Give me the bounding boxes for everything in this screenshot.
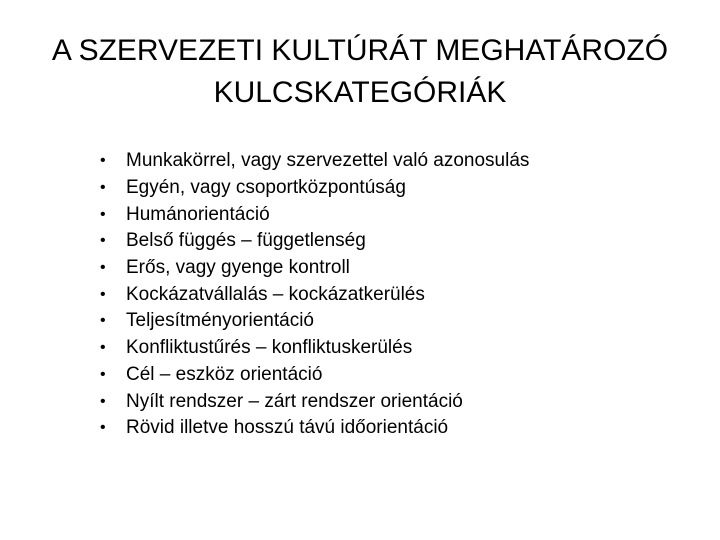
bullet-item xyxy=(100,148,680,175)
bullet-marker: • xyxy=(100,339,106,357)
bullet-text: Egyén, vagy csoportközpontúság xyxy=(126,177,406,199)
slide-title xyxy=(40,30,680,114)
bullet-item xyxy=(100,335,680,362)
bullet-text: Teljesítményorientáció xyxy=(126,310,314,332)
bullet-marker: • xyxy=(100,312,106,330)
bullet-text: Erős, vagy gyenge kontroll xyxy=(126,257,350,279)
bullet-item xyxy=(100,362,680,389)
bullet-marker: • xyxy=(100,232,106,250)
bullet-marker: • xyxy=(100,365,106,383)
bullet-marker: • xyxy=(100,205,106,223)
bullet-item xyxy=(100,308,680,335)
bullet-item xyxy=(100,201,680,228)
bullet-item xyxy=(100,388,680,415)
bullet-text: Konfliktustűrés – konfliktuskerülés xyxy=(126,337,413,359)
bullet-text: Rövid illetve hosszú távú időorientáció xyxy=(126,417,449,439)
bullet-text: Munkakörrel, vagy szervezettel való azonosulás xyxy=(126,150,530,172)
bullet-marker: • xyxy=(100,179,106,197)
bullet-marker: • xyxy=(100,152,106,170)
bullet-item xyxy=(100,228,680,255)
bullet-item xyxy=(100,415,680,442)
bullet-marker: • xyxy=(100,285,106,303)
bullet-marker: • xyxy=(100,259,106,277)
bullet-marker: • xyxy=(100,419,106,437)
bullet-item xyxy=(100,255,680,282)
bullet-list xyxy=(100,148,680,442)
bullet-text: Kockázatvállalás – kockázatkerülés xyxy=(126,283,425,305)
slide-title-line-2: KULCSKATEGÓRIÁK xyxy=(213,76,507,109)
bullet-text: Nyílt rendszer – zárt rendszer orientáció xyxy=(126,390,463,412)
bullet-marker: • xyxy=(100,392,106,410)
bullet-text: Cél – eszköz orientáció xyxy=(126,363,323,385)
bullet-text: Humánorientáció xyxy=(126,203,270,225)
bullet-text: Belső függés – függetlenség xyxy=(126,230,366,252)
bullet-item xyxy=(100,281,680,308)
bullet-item xyxy=(100,175,680,202)
slide-title-line-1: A SZERVEZETI KULTÚRÁT MEGHATÁROZÓ xyxy=(51,34,669,67)
